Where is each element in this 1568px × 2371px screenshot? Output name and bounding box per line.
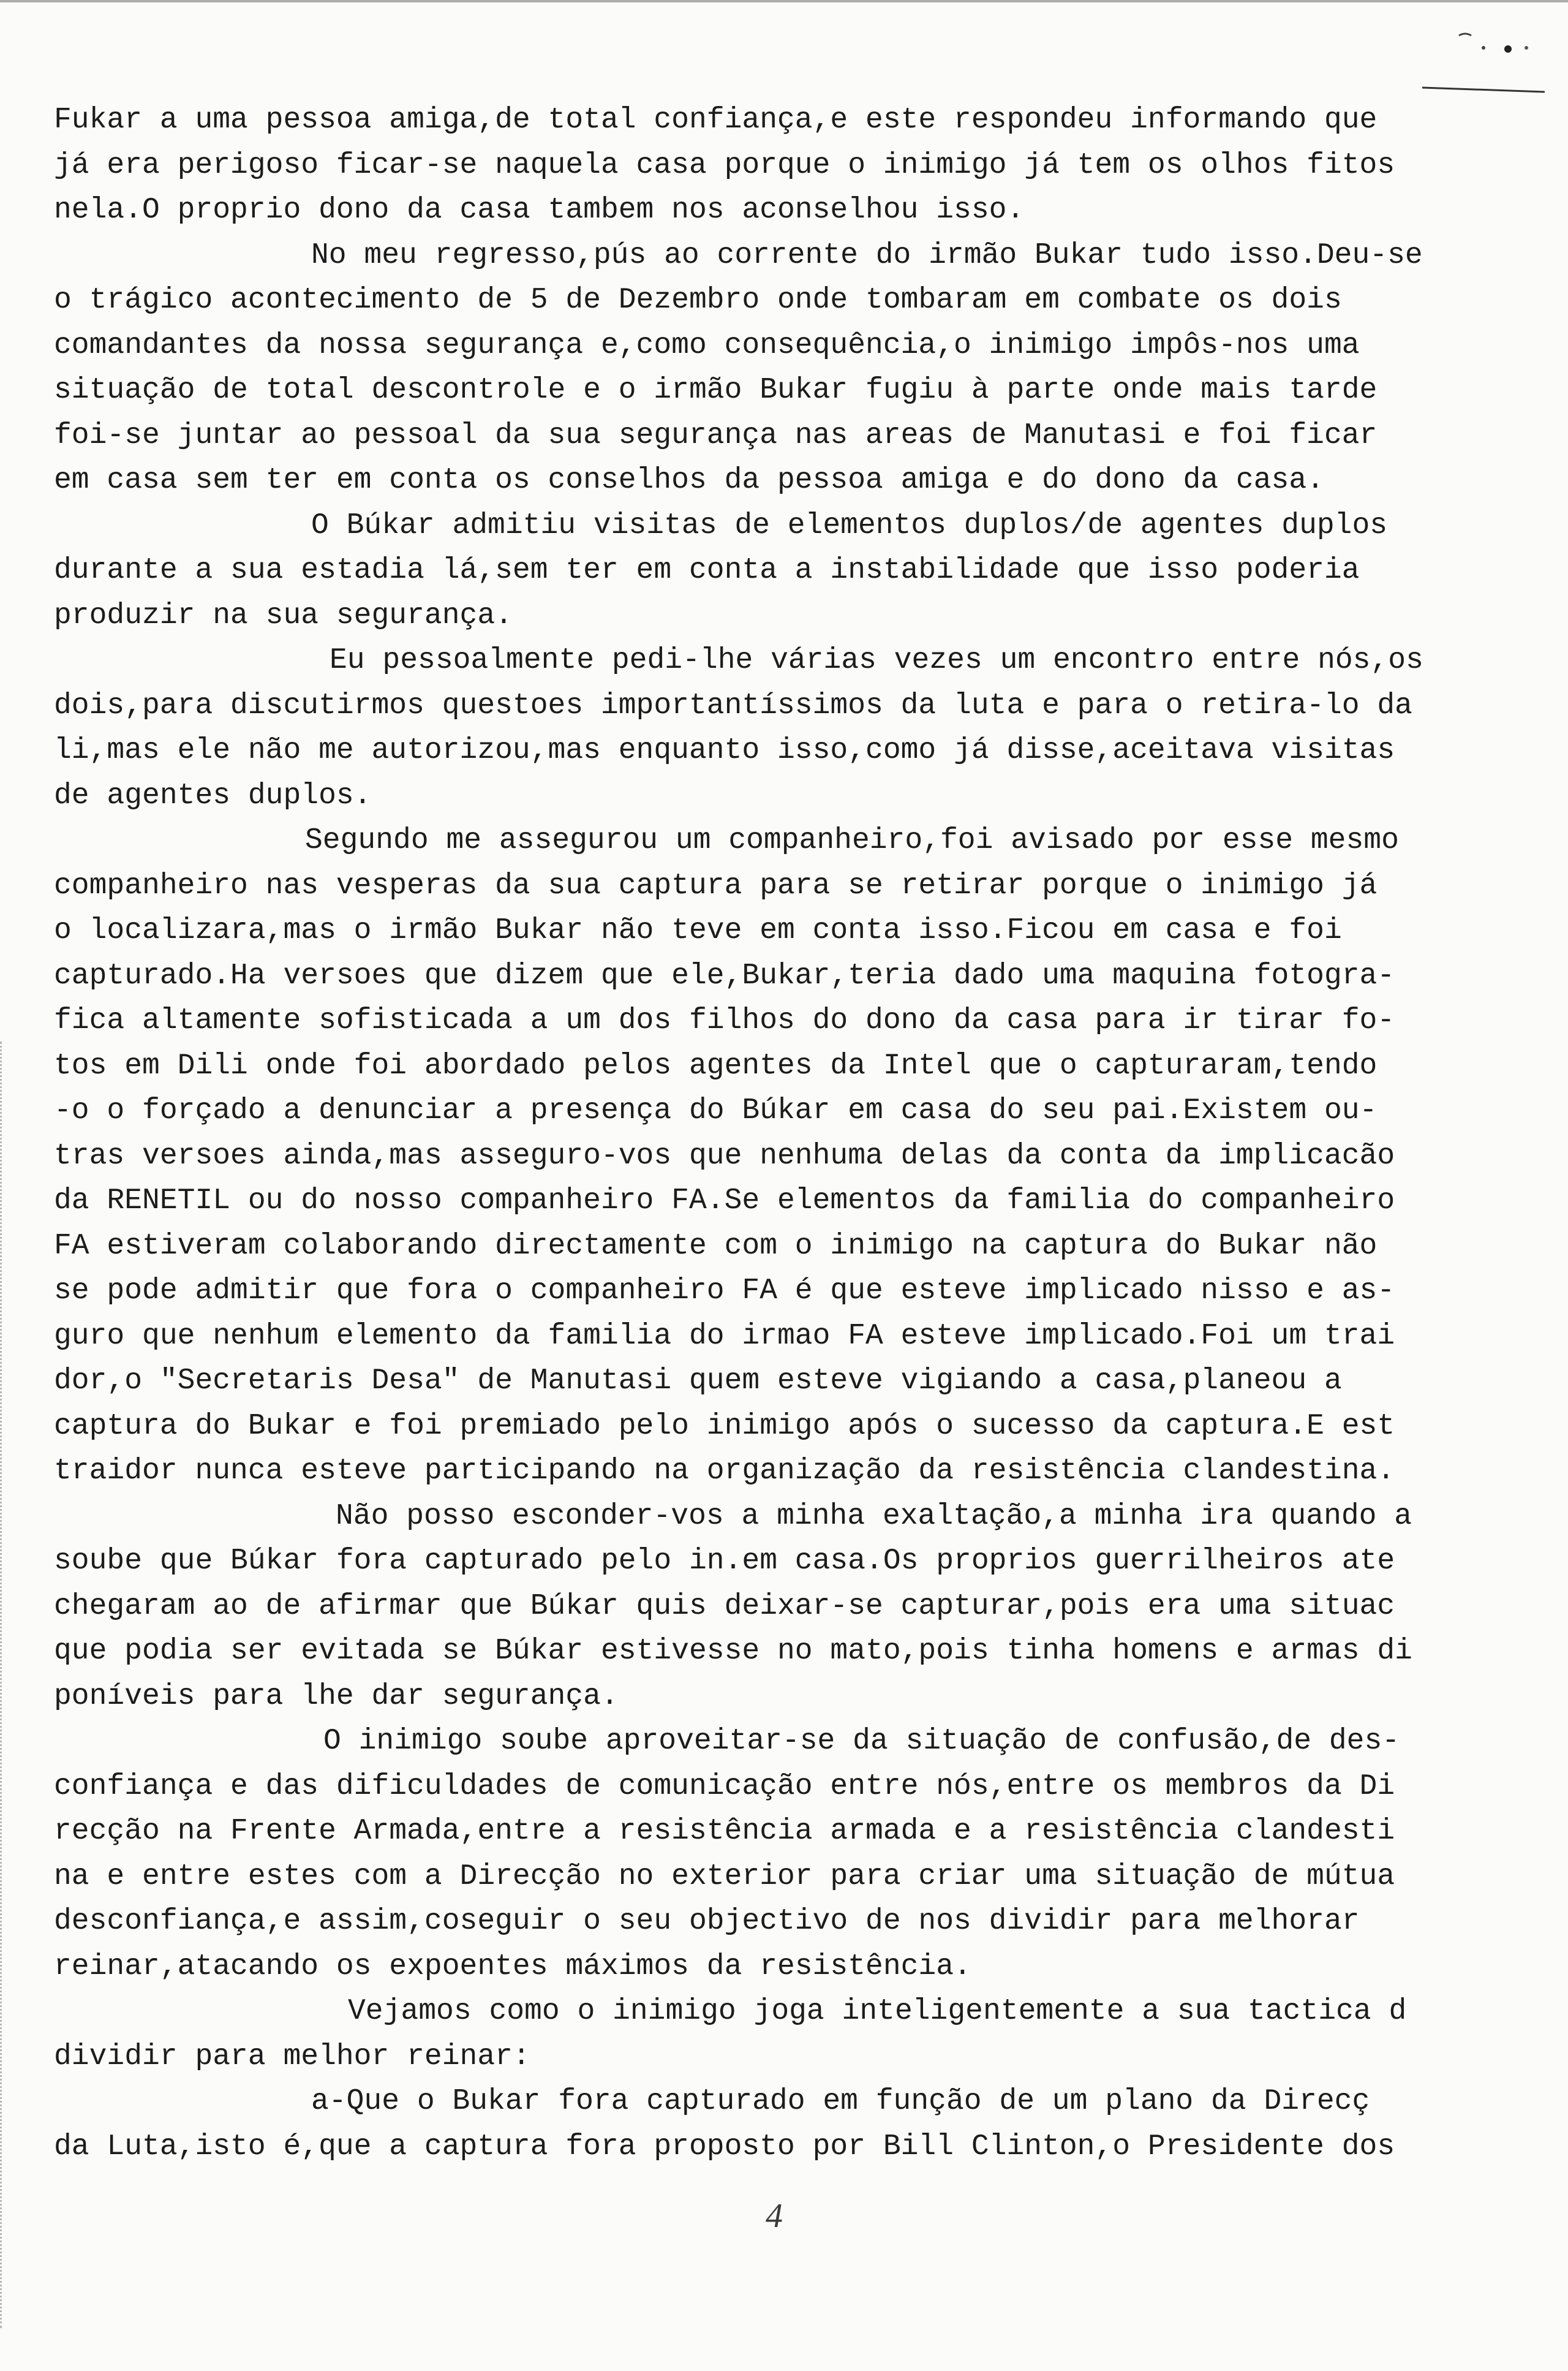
text-line: Fukar a uma pessoa amiga,de total confiança,e este respondeu informando que [54,104,1378,137]
text-line: em casa sem ter em conta os conselhos da pessoa amiga e do dono da casa. [54,464,1324,497]
text-line: a-Que o Bukar fora capturado em função de um plano da Direcç [311,2085,1370,2118]
text-line: foi-se juntar ao pessoal da sua segurança nas areas de Manutasi e foi ficar [54,418,1378,452]
text-line: chegaram ao de afirmar que Búkar quis deixar-se capturar,pois era uma situac [54,1589,1395,1623]
text-line: FA estiveram colaborando directamente com o inimigo na captura do Bukar não [54,1229,1378,1263]
text-line: traidor nunca esteve participando na organização da resistência clandestina. [54,1454,1395,1488]
text-line: da Luta,isto é,que a captura fora proposto por Bill Clinton,o Presidente dos [54,2130,1395,2163]
text-line: já era perigoso ficar-se naquela casa porque o inimigo já tem os olhos fitos [54,148,1395,182]
text-line: o trágico acontecimento de 5 de Dezembro onde tombaram em combate os dois [54,284,1342,317]
text-line: na e entre estes com a Direcção no exterior para criar uma situação de mútua [54,1859,1395,1893]
scan-left-edge [0,1042,8,2328]
text-line: Vejamos como o inimigo joga inteligentemente a sua tactica d [348,1995,1407,2028]
text-line: situação de total descontrole e o irmão Bukar fugiu à parte onde mais tarde [54,374,1378,407]
text-line: dor,o "Secretaris Desa" de Manutasi quem esteve vigiando a casa,planeou a [54,1364,1342,1397]
text-line: captura do Bukar e foi premiado pelo inimigo após o sucesso da captura.E est [54,1409,1395,1443]
text-line: desconfiança,e assim,coseguir o seu objectivo de nos dividir para melhorar [54,1905,1360,1938]
text-line: tras versoes ainda,mas asseguro-vos que nenhuma delas da conta da implicacão [54,1139,1395,1173]
text-line: poníveis para lhe dar segurança. [54,1679,619,1713]
text-line: No meu regresso,pús ao corrente do irmão Bukar tudo isso.Deu-se [311,238,1423,272]
corner-ink-marks-icon [1422,23,1545,97]
scan-top-edge [0,0,1568,2]
text-line: de agentes duplos. [54,779,372,812]
text-line: li,mas ele não me autorizou,mas enquanto isso,como já disse,aceitava visitas [54,734,1395,767]
text-line: que podia ser evitada se Búkar estivesse no mato,pois tinha homens e armas di [54,1635,1412,1668]
text-line: capturado.Ha versoes que dizem que ele,Bukar,teria dado uma maquina fotogra- [54,959,1395,993]
text-line: Segundo me assegurou um companheiro,foi avisado por esse mesmo [305,824,1399,857]
text-line: O inimigo soube aproveitar-se da situação de confusão,de des- [323,1725,1400,1758]
text-line: recção na Frente Armada,entre a resistência armada e a resistência clandesti [54,1815,1395,1848]
text-line: comandantes da nossa segurança e,como consequência,o inimigo impôs-nos uma [54,328,1360,362]
text-line: companheiro nas vesperas da sua captura para se retirar porque o inimigo já [54,869,1378,902]
text-line: confiança e das dificuldades de comunicação entre nós,entre os membros da Di [54,1769,1395,1803]
text-line: durante a sua estadia lá,sem ter em conta a instabilidade que isso poderia [54,554,1360,587]
text-line: guro que nenhum elemento da familia do irmao FA esteve implicado.Foi um trai [54,1319,1395,1353]
text-line: reinar,atacando os expoentes máximos da resistência. [54,1949,971,1983]
text-line: dois,para discutirmos questoes importantíssimos da luta e para o retira-lo da [54,689,1412,722]
page-number: 4 [766,2197,783,2235]
text-line: da RENETIL ou do nosso companheiro FA.Se elementos da familia do companheiro [54,1184,1395,1217]
text-line: -o o forçado a denunciar a presença do Búkar em casa do seu pai.Existem ou- [54,1094,1378,1127]
text-line: Eu pessoalmente pedi-lhe várias vezes um encontro entre nós,os [330,644,1423,677]
text-line: O Búkar admitiu visitas de elementos duplos/de agentes duplos [311,509,1388,542]
text-line: nela.O proprio dono da casa tambem nos aconselhou isso. [54,194,1025,227]
typewritten-letter-body [54,98,1487,2169]
text-line: soube que Búkar fora capturado pelo in.em casa.Os proprios guerrilheiros ate [54,1545,1395,1578]
text-line: Não posso esconder-vos a minha exaltação,a minha ira quando a [336,1499,1412,1533]
text-line: o localizara,mas o irmão Bukar não teve em conta isso.Ficou em casa e foi [54,914,1342,947]
text-line: dividir para melhor reinar: [54,2040,530,2073]
text-line: fica altamente sofisticada a um dos filhos do dono da casa para ir tirar fo- [54,1004,1395,1037]
text-line: produzir na sua segurança. [54,599,513,632]
text-line: se pode admitir que fora o companheiro FA é que esteve implicado nisso e as- [54,1274,1395,1307]
text-line: tos em Dili onde foi abordado pelos agentes da Intel que o capturaram,tendo [54,1049,1378,1083]
